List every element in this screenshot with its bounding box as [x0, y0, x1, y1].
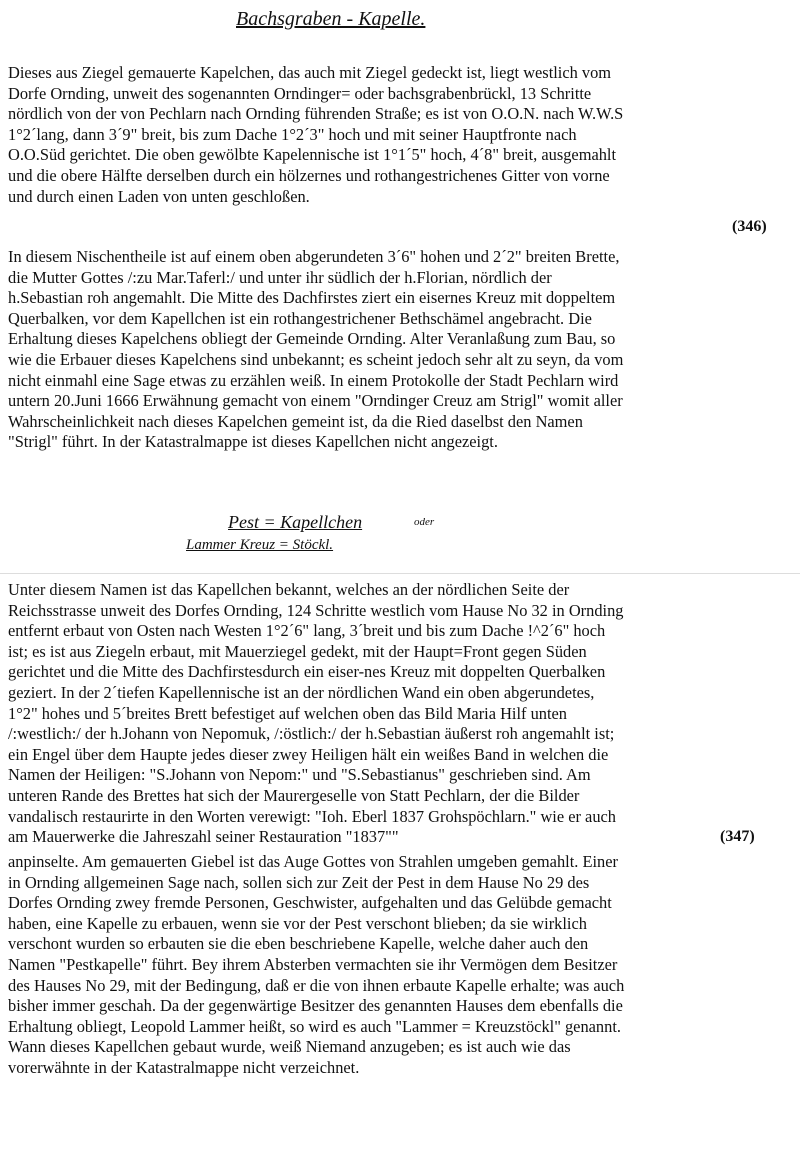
scan-artifact-line	[0, 573, 800, 574]
text-line: in Ornding allgemeinen Sage nach, sollen sich zur Zeit der Pest in dem Hause No 29 des	[8, 872, 590, 892]
text-line: Querbalken, vor dem Kapellchen ist ein rothangestrichener Bethschämel angebracht. Die	[8, 308, 592, 328]
section-subtitle-lammer-kreuz: Lammer Kreuz = Stöckl.	[186, 537, 334, 553]
text-line: /:westlich:/ der h.Johann von Nepomuk, /:östlich:/ der h.Sebastian äußerst roh angemahlt ist;	[8, 724, 615, 744]
text-line: untern 20.Juni 1666 Erwähnung gemacht von einem "Orndinger Creuz am Strigl" womit aller	[8, 391, 623, 411]
text-line: und die obere Hälfte derselben durch ein hölzernes und rothangestrichenes Gitter von vorne	[8, 165, 610, 185]
text-line: entfernt erbaut von Osten nach Westen 1°2´6" lang, 3´breit und bis zum Dache !^2´6" hoch	[8, 621, 606, 641]
text-line: verschont wurden so erbauten sie die eben beschriebene Kapelle, welche daher auch den	[8, 934, 589, 954]
text-line: Namen der Heiligen: "S.Johann von Nepom:" und "S.Sebastianus" geschrieben sind. Am	[8, 765, 591, 785]
text-line: unteren Rande des Brettes hat sich der Maurergeselle von Statt Pechlarn, der die Bilder	[8, 785, 580, 805]
text-line: In diesem Nischentheile ist auf einem oben abgerundeten 3´6" hohen und 2´2" breiten Brette,	[8, 247, 620, 266]
text-line: "Strigl" führt. In der Katastralmappe ist dieses Kapellchen nicht angezeigt.	[8, 432, 498, 452]
text-line: haben, eine Kapelle zu erbauen, wenn sie vor der Pest verschont blieben; da sie wirklich	[8, 913, 587, 933]
text-line: vandalisch restaurirte in den Worten verewigt: "Ioh. Eberl 1837 Grohspöchlarn." wie er auch	[8, 806, 616, 826]
paragraph-bachsgraben-2	[8, 247, 788, 453]
text-line: Wahrscheinlichkeit nach dieses Kapelchen gemeint ist, da die Ried daselbst den Namen	[8, 411, 583, 431]
text-line: h.Sebastian roh angemahlt. Die Mitte des Dachfirstes ziert ein eisernes Kreuz mit doppeltem	[8, 288, 616, 308]
text-line: die Mutter Gottes /:zu Mar.Taferl:/ und unter ihr südlich der h.Florian, nördlich der	[8, 267, 552, 287]
text-line: Erhaltung dieses Kapelchens obliegt der Gemeinde Ornding. Alter Veranlaßung zum Bau, so	[8, 329, 616, 349]
text-line: Namen "Pestkapelle" führt. Bey ihrem Absterben vermachten sie ihr Vermögen dem Besitzer	[8, 954, 618, 974]
text-line: ist; es ist aus Ziegeln erbaut, mit Mauerziegel gedekt, mit der Haupt=Front gegen Süden	[8, 641, 587, 661]
text-line: des Hauses No 29, mit der Bedingung, daß er die von ihnen erbaute Kapelle erhalte; was auch	[8, 975, 625, 995]
text-line: Dorfe Ornding, unweit des sogenannten Orndinger= oder bachsgrabenbrückl, 13 Schritte	[8, 83, 592, 103]
text-line: Reichsstrasse unweit des Dorfes Ornding, 124 Schritte westlich vom Hause No 32 in Ornding	[8, 600, 624, 620]
text-line: 1°2" hohes und 5´breites Brett befestiget auf welchen oben das Bild Maria Hilf unten	[8, 703, 567, 723]
text-line: geziert. In der 2´tiefen Kapellennische ist an der nördlichen Wand ein oben abgerundetes,	[8, 682, 595, 702]
text-line: 1°2´lang, dann 3´9" breit, bis zum Dache 1°2´3" hoch und mit seiner Hauptfronte nach	[8, 124, 577, 144]
paragraph-pest-2	[8, 852, 788, 1079]
page-number-347: (347)	[720, 828, 755, 845]
text-line: vorerwähnte in der Katastralmappe nicht verzeichnet.	[8, 1057, 360, 1077]
title-text: Pest = Kapellchen	[228, 512, 363, 532]
paragraph-bachsgraben-1	[8, 63, 788, 207]
page-number-346: (346)	[732, 218, 767, 235]
text-line: Dorfes Ornding zwey fremde Personen, Geschwister, aufgehalten und das Gelübde gemacht	[8, 893, 612, 913]
text-line: bisher immer geschah. Da der gegenwärtige Besitzer des genannten Hauses dem ebenfalls die	[8, 996, 623, 1016]
text-line: ein Engel über dem Haupte jedes dieser zwey Heiligen hält ein weißes Band in welchen die	[8, 744, 609, 764]
text-line: Unter diesem Namen ist das Kapellchen bekannt, welches an der nördlichen Seite der	[8, 580, 570, 599]
text-line: am Mauerwerke die Jahreszahl seiner Restauration "1837""	[8, 827, 399, 847]
text-line: Wann dieses Kapellchen gebaut wurde, weiß Niemand anzugeben; es ist auch wie das	[8, 1037, 571, 1057]
text-line: Dieses aus Ziegel gemauerte Kapelchen, das auch mit Ziegel gedeckt ist, liegt westlich vom	[8, 63, 612, 82]
text-line: Erhaltung obliegt, Leopold Lammer heißt, so wird es auch "Lammer = Kreuzstöckl" genannt.	[8, 1016, 621, 1036]
paragraph-pest-1	[8, 580, 788, 848]
text-line: nördlich von der von Pechlarn nach Ornding führenden Straße; es ist von O.O.N. nach W.W.S	[8, 104, 624, 124]
text-line: und durch einen Laden von unten geschloßen.	[8, 186, 310, 206]
text-line: wie die Erbauer dieses Kapelchens sind unbekannt; es scheint jedoch sehr alt zu seyn, da vom	[8, 349, 624, 369]
text-line: gerichtet und die Mitte des Dachfirstesdurch ein eiser-nes Kreuz mit doppelten Querbalken	[8, 662, 606, 682]
text-line: O.O.Süd gerichtet. Die oben gewölbte Kapelennische ist 1°1´5" hoch, 4´8" breit, ausgemahlt	[8, 145, 617, 165]
title-suffix: oder	[414, 516, 435, 528]
text-line: nicht einmahl eine Sage etwas zu erzählen weiß. In einem Protokolle der Stadt Pechlarn wird	[8, 370, 619, 390]
section-title-pest-kapellchen	[228, 512, 362, 533]
section-title-bachsgraben: Bachsgraben - Kapelle.	[236, 8, 426, 30]
text-line: anpinselte. Am gemauerten Giebel ist das Auge Gottes von Strahlen umgeben gemahlt. Einer	[8, 852, 618, 871]
